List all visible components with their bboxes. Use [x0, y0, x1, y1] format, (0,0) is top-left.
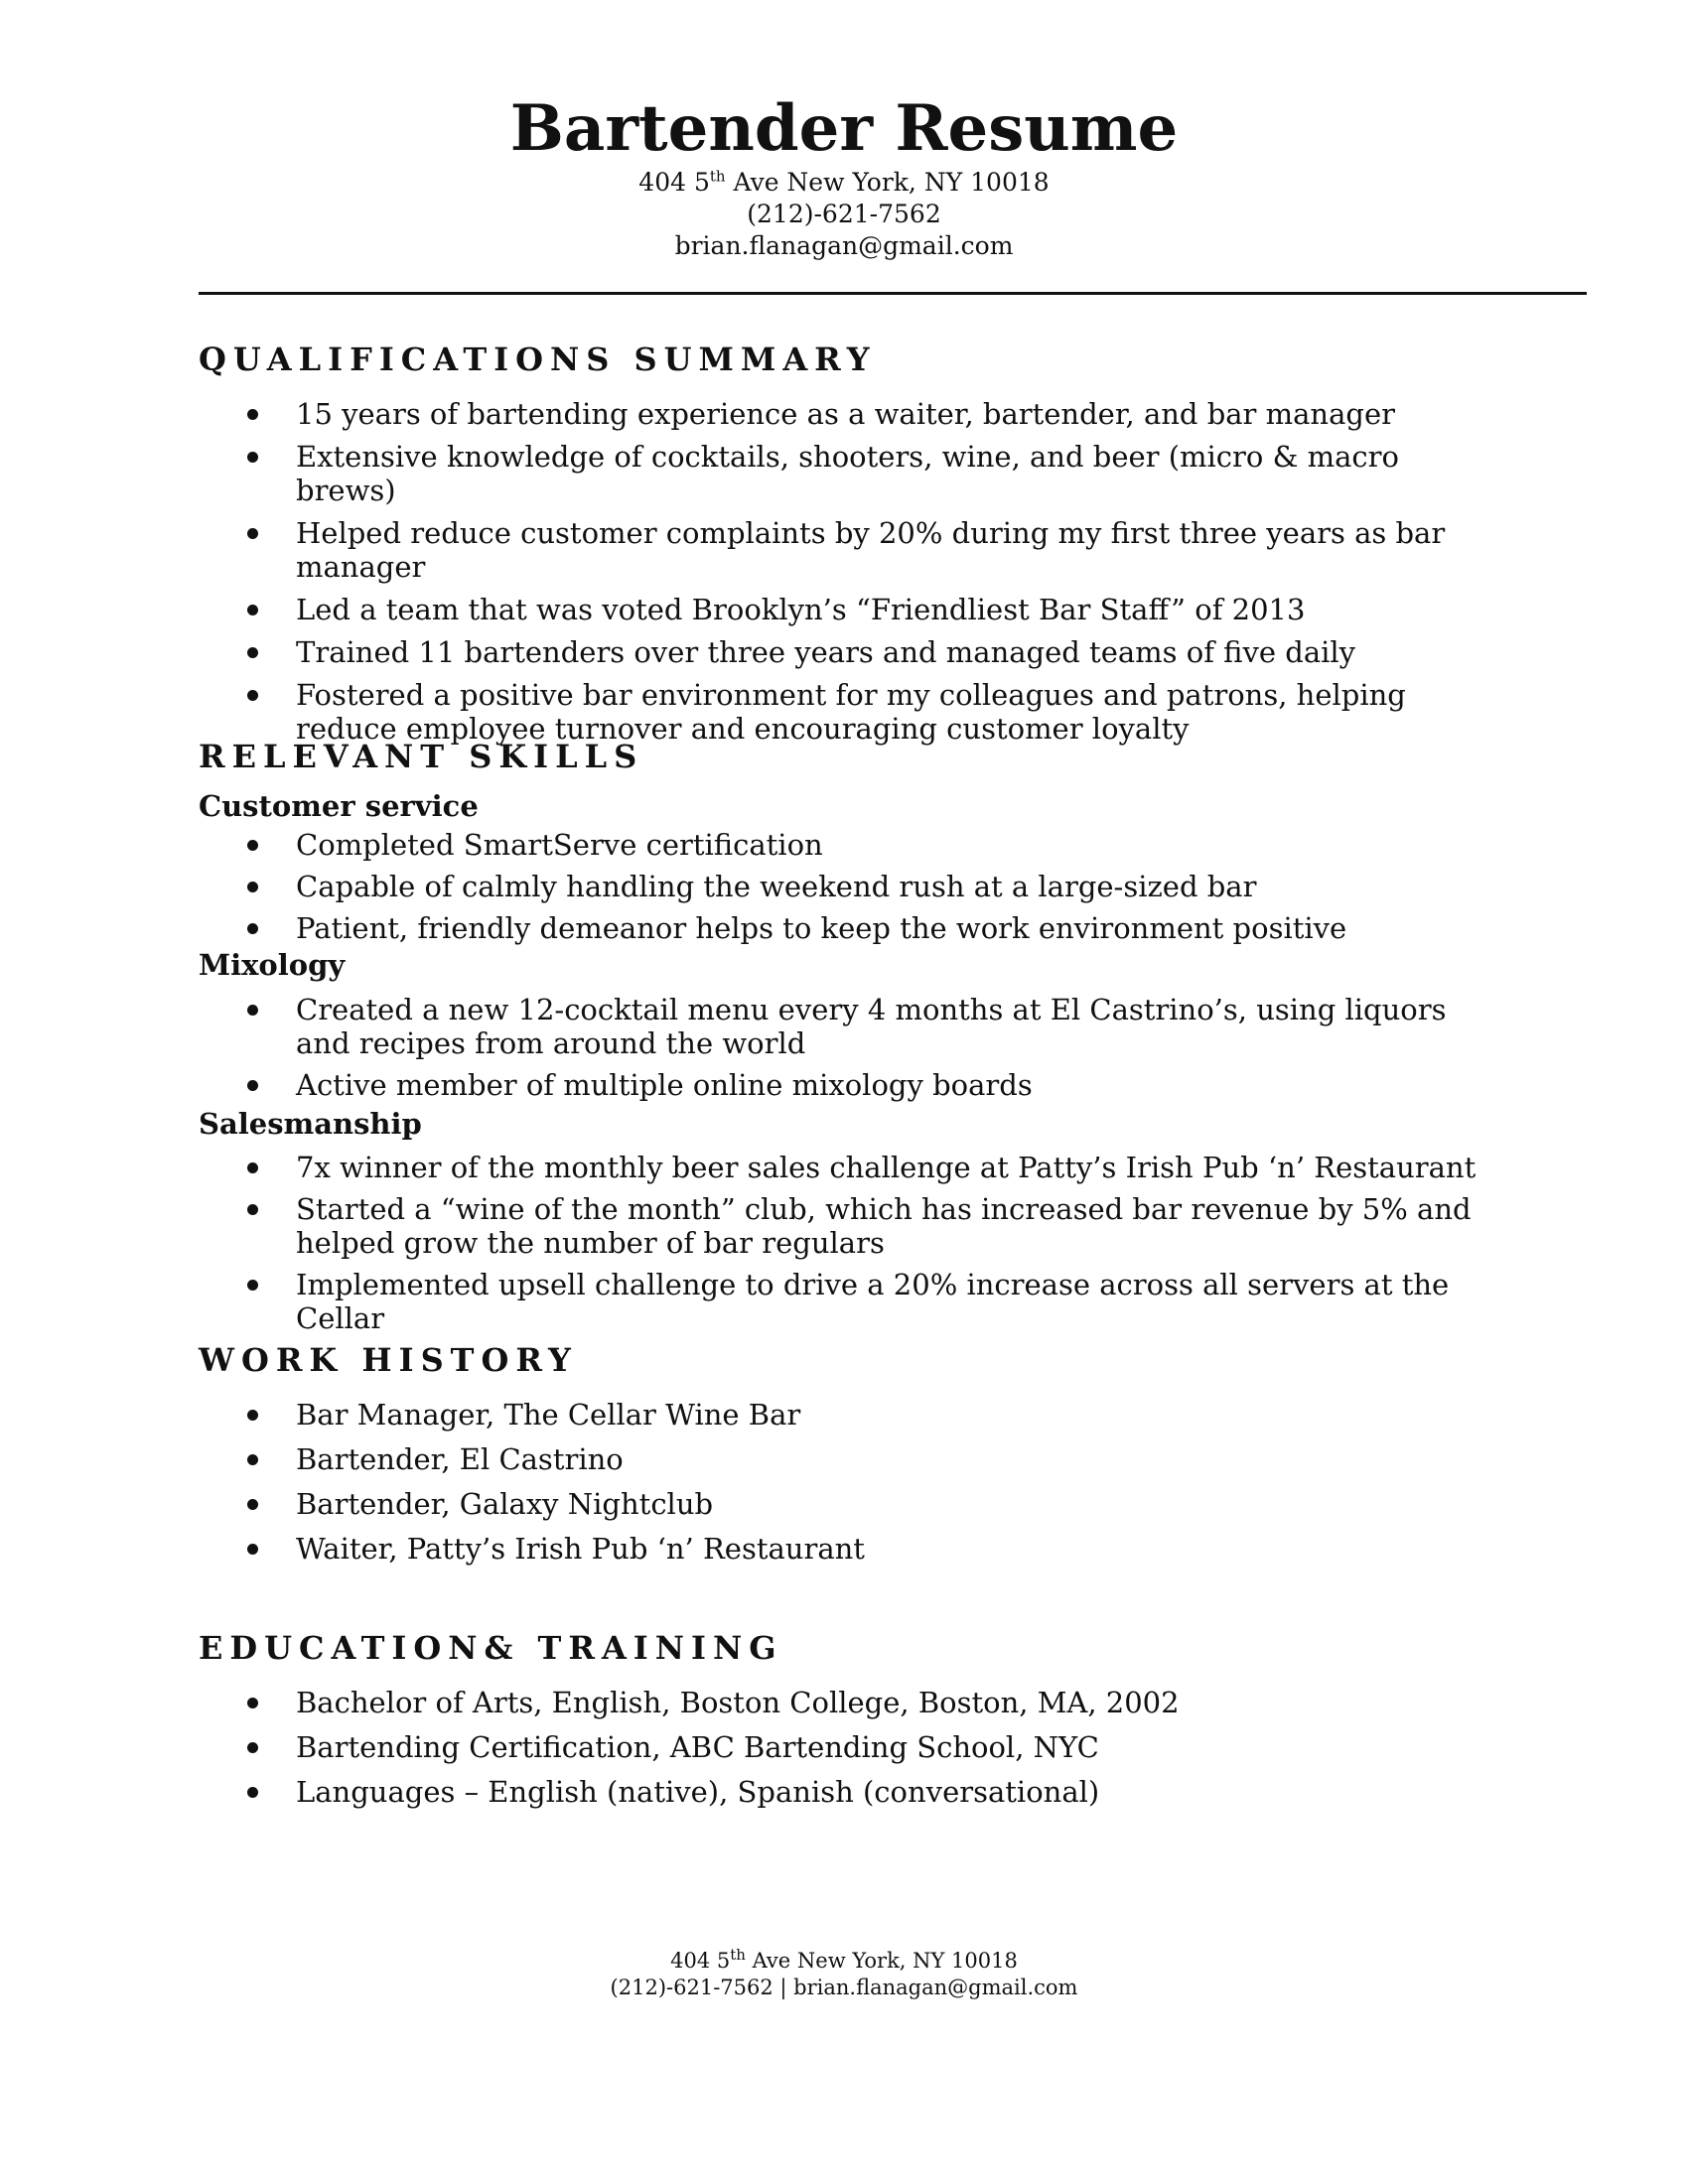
- list-item: [199, 911, 1489, 945]
- bullet-icon: [247, 1410, 258, 1421]
- list-item-text: Bartending Certification, ABC Bartending School, NYC: [296, 1730, 1099, 1764]
- skill-group-list: [199, 1151, 1489, 1343]
- list-item: [199, 397, 1489, 431]
- email-line: brian.flanagan@gmail.com: [674, 231, 1014, 260]
- list-item: [199, 593, 1489, 626]
- list-item-text: Helped reduce customer complaints by 20% during my first three years as bar manager: [296, 516, 1446, 584]
- work-heading: WORK HISTORY: [199, 1341, 578, 1379]
- bullet-icon: [247, 452, 258, 463]
- list-item: [199, 870, 1489, 903]
- list-item: [199, 1487, 1489, 1521]
- list-item-text: Fostered a positive bar environment for my colleagues and patrons, helping reduce employee turnover and encouraging customer loyalty: [296, 678, 1406, 746]
- list-item: [199, 828, 1489, 862]
- list-item-text: Created a new 12-cocktail menu every 4 months at El Castrino’s, using liquors and recipes from around the world: [296, 993, 1447, 1060]
- list-item-text: Capable of calmly handling the weekend rush at a large-sized bar: [296, 870, 1257, 903]
- footer-address: [0, 1948, 1688, 1975]
- list-item-text: 15 years of bartending experience as a waiter, bartender, and bar manager: [296, 397, 1395, 431]
- address-number: 404 5: [638, 168, 710, 197]
- list-item: [199, 516, 1489, 584]
- phone-line: (212)-621-7562: [747, 200, 941, 228]
- bullet-icon: [247, 647, 258, 658]
- list-item: [199, 635, 1489, 669]
- bullet-icon: [247, 1005, 258, 1016]
- bullet-icon: [247, 1454, 258, 1465]
- list-item: [199, 1686, 1489, 1719]
- footer-address-rest: Ave New York, NY 10018: [745, 1949, 1018, 1973]
- bullet-icon: [247, 1204, 258, 1215]
- list-item: [199, 1442, 1489, 1476]
- skill-group-list: [199, 993, 1489, 1110]
- list-item-text: 7x winner of the monthly beer sales challenge at Patty’s Irish Pub ‘n’ Restaurant: [296, 1151, 1477, 1184]
- header-divider: [199, 292, 1587, 295]
- list-item: [199, 1192, 1489, 1260]
- bullet-icon: [247, 1787, 258, 1798]
- bullet-icon: [247, 1499, 258, 1510]
- list-item-text: Implemented upsell challenge to drive a 20% increase across all servers at the Cellar: [296, 1268, 1450, 1335]
- list-item: [199, 1268, 1489, 1335]
- address-line: [0, 167, 1688, 199]
- bullet-icon: [247, 1698, 258, 1708]
- bullet-icon: [247, 605, 258, 615]
- list-item: [199, 678, 1489, 746]
- list-item: [199, 1398, 1489, 1432]
- list-item-text: Completed SmartServe certification: [296, 828, 823, 862]
- skill-group-title: Salesmanship: [199, 1107, 422, 1141]
- bullet-icon: [247, 923, 258, 934]
- skill-group-title: Mixology: [199, 948, 346, 982]
- list-item: [199, 993, 1489, 1060]
- list-item-text: Languages – English (native), Spanish (conversational): [296, 1775, 1100, 1809]
- list-item-text: Active member of multiple online mixology boards: [296, 1068, 1033, 1102]
- education-heading: EDUCATION& TRAINING: [199, 1629, 783, 1667]
- list-item: [199, 1775, 1489, 1809]
- skill-group-list: [199, 828, 1489, 953]
- education-list: [199, 1686, 1489, 1820]
- page-footer: [0, 1948, 1688, 2001]
- bullet-icon: [247, 1544, 258, 1555]
- list-item: [199, 1532, 1489, 1566]
- address-rest: Ave New York, NY 10018: [725, 168, 1050, 197]
- footer-address-number: 404 5: [670, 1949, 731, 1973]
- list-item: [199, 440, 1489, 507]
- list-item-text: Extensive knowledge of cocktails, shooters, wine, and beer (micro & macro brews): [296, 440, 1399, 507]
- bullet-icon: [247, 1162, 258, 1173]
- bullet-icon: [247, 528, 258, 539]
- resume-header: [0, 91, 1688, 262]
- address-superscript: th: [709, 167, 726, 186]
- bullet-icon: [247, 1742, 258, 1753]
- list-item-text: Bartender, El Castrino: [296, 1442, 624, 1476]
- bullet-icon: [247, 1280, 258, 1291]
- footer-contact: (212)-621-7562 | brian.flanagan@gmail.com: [610, 1976, 1078, 1999]
- bullet-icon: [247, 882, 258, 892]
- list-item-text: Trained 11 bartenders over three years and managed teams of five daily: [296, 635, 1356, 669]
- skills-heading: RELEVANT SKILLS: [199, 738, 644, 775]
- skill-group-title: Customer service: [199, 789, 479, 823]
- qualifications-list: [199, 397, 1489, 754]
- bullet-icon: [247, 409, 258, 420]
- list-item: [199, 1068, 1489, 1102]
- list-item-text: Led a team that was voted Brooklyn’s “Friendliest Bar Staff” of 2013: [296, 593, 1306, 626]
- list-item-text: Bar Manager, The Cellar Wine Bar: [296, 1398, 801, 1432]
- page-title: Bartender Resume: [509, 91, 1179, 166]
- list-item: [199, 1730, 1489, 1764]
- list-item-text: Patient, friendly demeanor helps to keep the work environment positive: [296, 911, 1347, 945]
- bullet-icon: [247, 1080, 258, 1091]
- bullet-icon: [247, 690, 258, 701]
- list-item-text: Bachelor of Arts, English, Boston College, Boston, MA, 2002: [296, 1686, 1180, 1719]
- list-item-text: Started a “wine of the month” club, which has increased bar revenue by 5% and helped grow the number of bar regulars: [296, 1192, 1472, 1260]
- footer-address-superscript: th: [730, 1946, 746, 1964]
- work-list: [199, 1398, 1489, 1576]
- bullet-icon: [247, 840, 258, 851]
- qualifications-heading: QUALIFICATIONS SUMMARY: [199, 341, 877, 378]
- list-item-text: Waiter, Patty’s Irish Pub ‘n’ Restaurant: [296, 1532, 865, 1566]
- list-item-text: Bartender, Galaxy Nightclub: [296, 1487, 714, 1521]
- list-item: [199, 1151, 1489, 1184]
